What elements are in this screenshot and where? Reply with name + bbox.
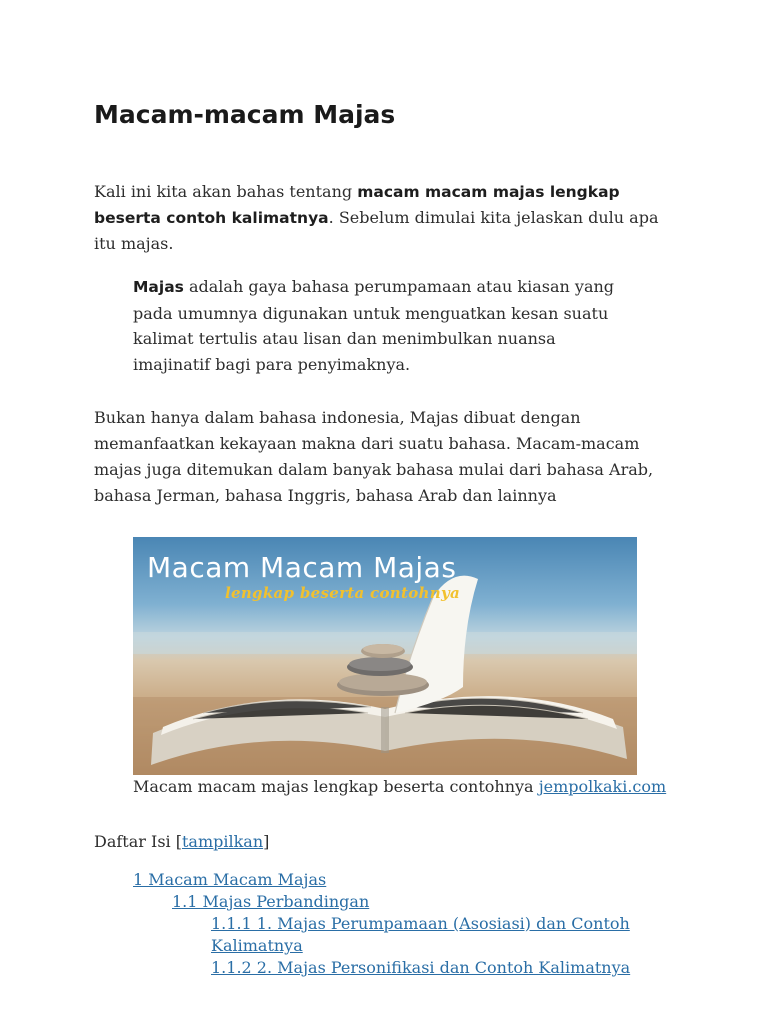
toc-item-majas-personifikasi[interactable]: 1.1.2 2. Majas Personifikasi dan Contoh Kalimatnya bbox=[211, 958, 631, 977]
toc-label: Daftar Isi [ bbox=[94, 832, 182, 851]
hero-image bbox=[133, 537, 637, 775]
hero-subtitle-text: lengkap beserta contohnya bbox=[225, 584, 460, 602]
toc-bracket-close: ] bbox=[263, 832, 270, 851]
definition-term: Majas bbox=[133, 278, 184, 296]
toc-item-majas-perbandingan[interactable]: 1.1 Majas Perbandingan bbox=[172, 892, 370, 911]
caption-source-link[interactable]: jempolkaki.com bbox=[538, 777, 667, 796]
image-caption bbox=[133, 776, 666, 798]
intro-bold-text: macam macam majas lengkap beserta contoh kalimatnya bbox=[94, 183, 620, 227]
page-title: Macam-macam Majas bbox=[94, 100, 396, 129]
second-paragraph: Bukan hanya dalam bahasa indonesia, Majas dibuat dengan memanfaatkan kekayaan makna dari suatu bahasa. Macam-macam majas juga ditemukan dalam banyak bahasa mulai dari bahasa Arab, bahasa Jerman, bahasa Inggris, bahasa Arab dan lainnya bbox=[94, 408, 654, 505]
definition-text: adalah gaya bahasa perumpamaan atau kiasan yang pada umumnya digunakan untuk menguatkan kesan suatu kalimat tertulis atau lisan dan menimbulkan nuansa imajinatif bagi para penyimaknya. bbox=[133, 277, 615, 374]
toc-toggle-link[interactable]: tampilkan bbox=[181, 832, 264, 851]
intro-text-end: . Sebelum dimulai kita jelaskan dulu apa itu majas. bbox=[94, 208, 659, 253]
toc-item-majas-perumpamaan[interactable]: 1.1.1 1. Majas Perumpamaan (Asosiasi) dan Contoh Kalimatnya bbox=[211, 914, 630, 955]
toc-header bbox=[94, 831, 269, 853]
definition-quote bbox=[133, 274, 633, 377]
caption-text: Macam macam majas lengkap beserta contohnya bbox=[133, 777, 539, 796]
intro-text-start: Kali ini kita akan bahas tentang bbox=[94, 182, 358, 201]
hero-title-text: Macam Macam Majas bbox=[147, 551, 457, 584]
intro-paragraph bbox=[94, 179, 684, 257]
toc-item-macam-macam-majas[interactable]: 1 Macam Macam Majas bbox=[133, 870, 327, 889]
